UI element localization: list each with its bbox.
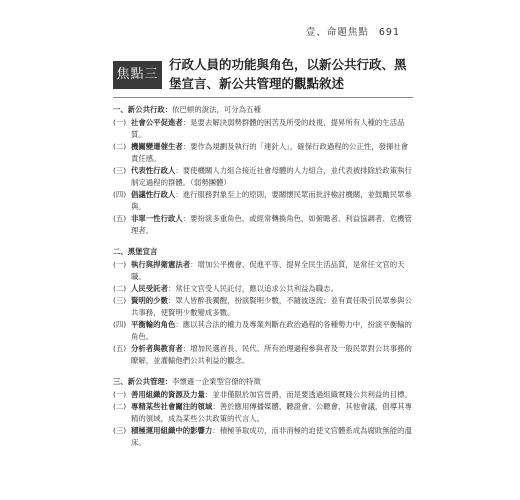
item-body (131, 295, 415, 319)
list-item (113, 259, 415, 283)
item-body (131, 389, 415, 401)
list-item (113, 319, 415, 343)
item-text: ：要作為規劃及執行的「連針人」，確保行政過程的公正性，發揮社會責任感。 (131, 142, 409, 163)
item-number: (五) (113, 344, 127, 353)
section-heading (113, 246, 415, 258)
item-number: (五) (113, 214, 127, 223)
item-body (131, 425, 415, 449)
section-intro: 李懷遜一企業型官僚的特徵 (172, 377, 261, 386)
item-text: ：並非僅限於加官晉爵，而是要透過組織實踐公共利益的目標。 (204, 390, 412, 399)
chapter-label: 壹、命題焦點 (305, 27, 369, 38)
list-item (113, 141, 415, 165)
title-block (113, 55, 413, 93)
item-body (131, 401, 415, 425)
item-text: ：積極爭取成功，而非消極的迫使文官體系成為腐敗無能的溫床。 (131, 426, 412, 447)
item-text: ：要扮演多重角色，或經常轉換角色，如俯瞻者、利益協調者、危機管理者。 (131, 214, 412, 235)
item-term: 積極運用組織中的影響力 (131, 426, 213, 435)
item-number: (三) (113, 166, 127, 175)
page-number: 691 (378, 27, 400, 38)
section-heading-text: 二、黑堡宣言 (113, 247, 158, 256)
item-body (131, 189, 415, 213)
item-term: 平衡輪的角色 (131, 320, 176, 329)
focus-badge: 焦點三 (113, 61, 162, 89)
item-text: ：常任文官受人民託付，應以追求公共利益為職志。 (167, 284, 338, 293)
item-text: ：增加民選首長、民代、所有治理過程參與者及一般民眾對公共事務的瞭解，並灌輸他們公共利益的觀念。 (131, 344, 412, 365)
section-heading-text: 三、新公共管理： (113, 377, 173, 386)
section-intro: 依巴頓的說法，可分為五種 (172, 105, 261, 114)
item-term: 社會公平促進者 (131, 118, 183, 127)
item-number: (二) (113, 402, 127, 411)
list-item (113, 295, 415, 319)
item-text: ：要使機關人力組合接近社會母體的人力組合，並代表被排除於政策執行制定過程的群體。（弱勢團體） (131, 166, 412, 187)
item-text: ：進行服務對象至上的原則，要關懷民眾而批評檢討機關，並鼓勵民眾參與。 (131, 190, 412, 211)
item-body (131, 283, 415, 295)
item-term: 善用組織的資源及力量 (131, 390, 205, 399)
item-number: (四) (113, 320, 127, 329)
section-title: 行政人員的功能與角色，以新公共行政、黑堡宣言、新公共管理的觀點敘述 (169, 57, 407, 91)
section-heading (113, 376, 415, 388)
item-text: ：善於應用傳播媒體、聽證會、公聽會，其他會議，倡導其專精的領域，成為某些公共政策的代言人。 (131, 402, 412, 423)
page-header (306, 24, 400, 38)
section-heading (113, 104, 415, 116)
item-number: (一) (113, 390, 127, 399)
item-body (131, 343, 415, 367)
title-rule (113, 97, 413, 98)
item-body (131, 259, 415, 283)
item-term: 專精某些社會關注的領域 (131, 402, 213, 411)
item-number: (一) (113, 118, 127, 127)
item-term: 人民受託者 (131, 284, 168, 293)
section (113, 246, 415, 367)
item-body (131, 213, 415, 237)
item-text: ：應以其合法的權力及專業判斷在政治過程的各種勢力中，扮演平衡輪的角色。 (131, 320, 412, 341)
list-item (113, 283, 415, 295)
list-item (113, 117, 415, 141)
item-term: 賢明的少數 (131, 296, 168, 305)
item-number: (一) (113, 260, 127, 269)
list-item (113, 401, 415, 425)
item-number: (二) (113, 284, 127, 293)
list-item (113, 213, 415, 237)
item-body (131, 141, 415, 165)
item-text: ：眾人皆醉我獨醒，扮演賢明少數，不隨波逐流；並有責任吸引民眾參與公共事務，使賢明少數變成多數。 (131, 296, 412, 317)
item-term: 非單一性行政人 (131, 214, 183, 223)
item-text: ：增加公平機會、促進平等、提昇全民生活品質，是常任文官的天職。 (131, 260, 405, 281)
item-number: (三) (113, 426, 127, 435)
item-term: 執行與捍衛憲法者 (131, 260, 191, 269)
item-number: (二) (113, 142, 127, 151)
item-number: (四) (113, 190, 127, 199)
item-body (131, 165, 415, 189)
item-body (131, 319, 415, 343)
document-body (113, 104, 415, 458)
item-text: ：是要去解決弱勢群體的困苦及所受的歧視，提昇所有人種的生活品質。 (131, 118, 405, 139)
section (113, 376, 415, 449)
item-term: 代表性行政人 (131, 166, 176, 175)
list-item (113, 425, 415, 449)
list-item (113, 189, 415, 213)
section (113, 104, 415, 237)
list-item (113, 389, 415, 401)
item-body (131, 117, 415, 141)
item-term: 倡議性行政人 (131, 190, 176, 199)
item-term: 機關變遷催生者 (131, 142, 183, 151)
list-item (113, 165, 415, 189)
item-number: (三) (113, 296, 127, 305)
item-term: 分析者與教育者 (131, 344, 183, 353)
section-heading-text: 一、新公共行政： (113, 105, 173, 114)
list-item (113, 343, 415, 367)
